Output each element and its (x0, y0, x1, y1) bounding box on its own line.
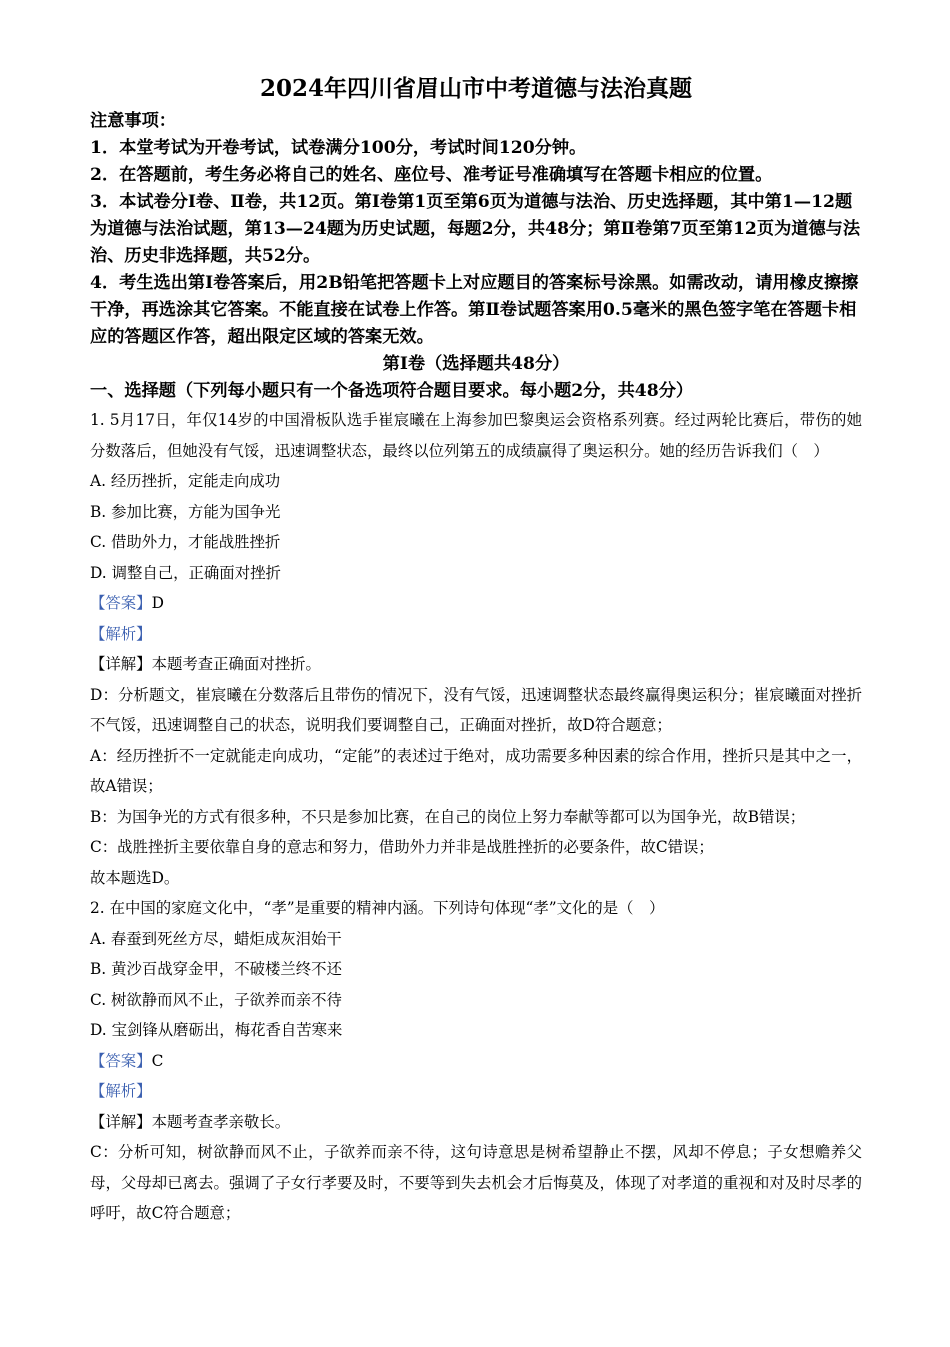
detail-label: 【详解】 (90, 655, 152, 673)
notice-item-4: 4．考生选出第Ⅰ卷答案后，用2B铅笔把答题卡上对应题目的答案标号涂黑。如需改动，请用橡皮擦擦干净，再选涂其它答案。不能直接在试卷上作答。第Ⅱ卷试题答案用0.5毫米的黑色签字笔在答题卡相应的答题区作答，超出限定区域的答案无效。 (90, 273, 859, 347)
option-c: C. 借助外力，才能战胜挫折 (90, 533, 281, 551)
option-d: D. 调整自己，正确面对挫折 (90, 563, 281, 582)
explanation-a: A：经历挫折不一定就能走向成功，“定能”的表述过于绝对，成功需要多种因素的综合作用，挫折只是其中之一，故A错误； (90, 746, 862, 795)
question-2 (90, 893, 862, 1229)
answer-line (90, 1046, 862, 1077)
question-stem: 1. 5月17日，年仅14岁的中国滑板队选手崔宸曦在上海参加巴黎奥运会资格系列赛。经过两轮比赛后，带伤的她分数落后，但她没有气馁，迅速调整状态，最终以位列第五的成绩赢得了奥运积分。她的经历告诉我们（ ） (90, 411, 862, 460)
answer-label: 【答案】 (90, 594, 152, 612)
option-b: B. 黄沙百战穿金甲，不破楼兰终不还 (90, 960, 342, 978)
part-title: 一、选择题（下列每小题只有一个备选项符合题目要求。每小题2分，共48分） (90, 381, 694, 401)
exam-page (90, 72, 862, 1229)
notice-item-3: 3．本试卷分Ⅰ卷、Ⅱ卷，共12页。第Ⅰ卷第1页至第6页为道德与法治、历史选择题，其中第1—12题为道德与法治试题，第13—24题为历史试题，每题2分，共48分；第Ⅱ卷第7页至第12页为道德与法治、历史非选择题，共52分。 (90, 192, 861, 266)
detail-text: 本题考查孝亲敬长。 (151, 1112, 291, 1131)
answer-value: C (151, 1051, 164, 1070)
explanation-c: C：战胜挫折主要依靠自身的意志和努力，借助外力并非是战胜挫折的必要条件，故C错误； (90, 838, 714, 856)
explanation-b: B：为国争光的方式有很多种，不只是参加比赛，在自己的岗位上努力奉献等都可以为国争光，故B错误； (90, 807, 806, 826)
option-b: B. 参加比赛，方能为国争光 (90, 502, 281, 521)
detail-text: 本题考查正确面对挫折。 (151, 655, 321, 673)
option-a: A. 春蚕到死丝方尽，蜡炬成灰泪始干 (90, 929, 342, 948)
answer-line (90, 588, 862, 619)
detail-line (90, 649, 862, 680)
option-a: A. 经历挫折，定能走向成功 (90, 472, 281, 490)
option-d: D. 宝剑锋从磨砺出，梅花香自苦寒来 (90, 1021, 343, 1039)
analysis-label: 【解析】 (90, 624, 152, 643)
answer-value: D (151, 594, 164, 612)
answer-label: 【答案】 (90, 1051, 152, 1070)
detail-line (90, 1107, 862, 1138)
question-stem: 2. 在中国的家庭文化中，“孝”是重要的精神内涵。下列诗句体现“孝”文化的是（ ） (90, 899, 665, 917)
analysis-label: 【解析】 (90, 1082, 152, 1100)
option-c: C. 树欲静而风不止，子欲养而亲不待 (90, 990, 342, 1009)
question-1 (90, 405, 862, 893)
explanation-d: D：分析题文，崔宸曦在分数落后且带伤的情况下，没有气馁，迅速调整状态最终赢得奥运积分；崔宸曦面对挫折不气馁，迅速调整自己的状态，说明我们要调整自己，正确面对挫折，故D符合题意； (90, 685, 862, 734)
page-title: 2024年四川省眉山市中考道德与法治真题 (259, 75, 692, 102)
notice-heading: 注意事项： (90, 111, 176, 131)
detail-label: 【详解】 (90, 1112, 152, 1131)
conclusion: 故本题选D。 (90, 868, 180, 887)
notice-item-2: 2．在答题前，考生务必将自己的姓名、座位号、准考证号准确填写在答题卡相应的位置。 (90, 165, 773, 185)
explanation-c: C：分析可知，树欲静而风不止，子欲养而亲不待，这句诗意思是树希望静止不摆，风却不停息；子女想赡养父母，父母却已离去。强调了子女行孝要及时，不要等到失去机会才后悔莫及，体现了对孝道的重视和对及时尽孝的呼吁，故C符合题意； (90, 1143, 862, 1222)
notice-item-1: 1．本堂考试为开卷考试，试卷满分100分，考试时间120分钟。 (90, 138, 587, 158)
section-title: 第Ⅰ卷（选择题共48分） (382, 354, 570, 374)
notice-section (90, 108, 862, 351)
